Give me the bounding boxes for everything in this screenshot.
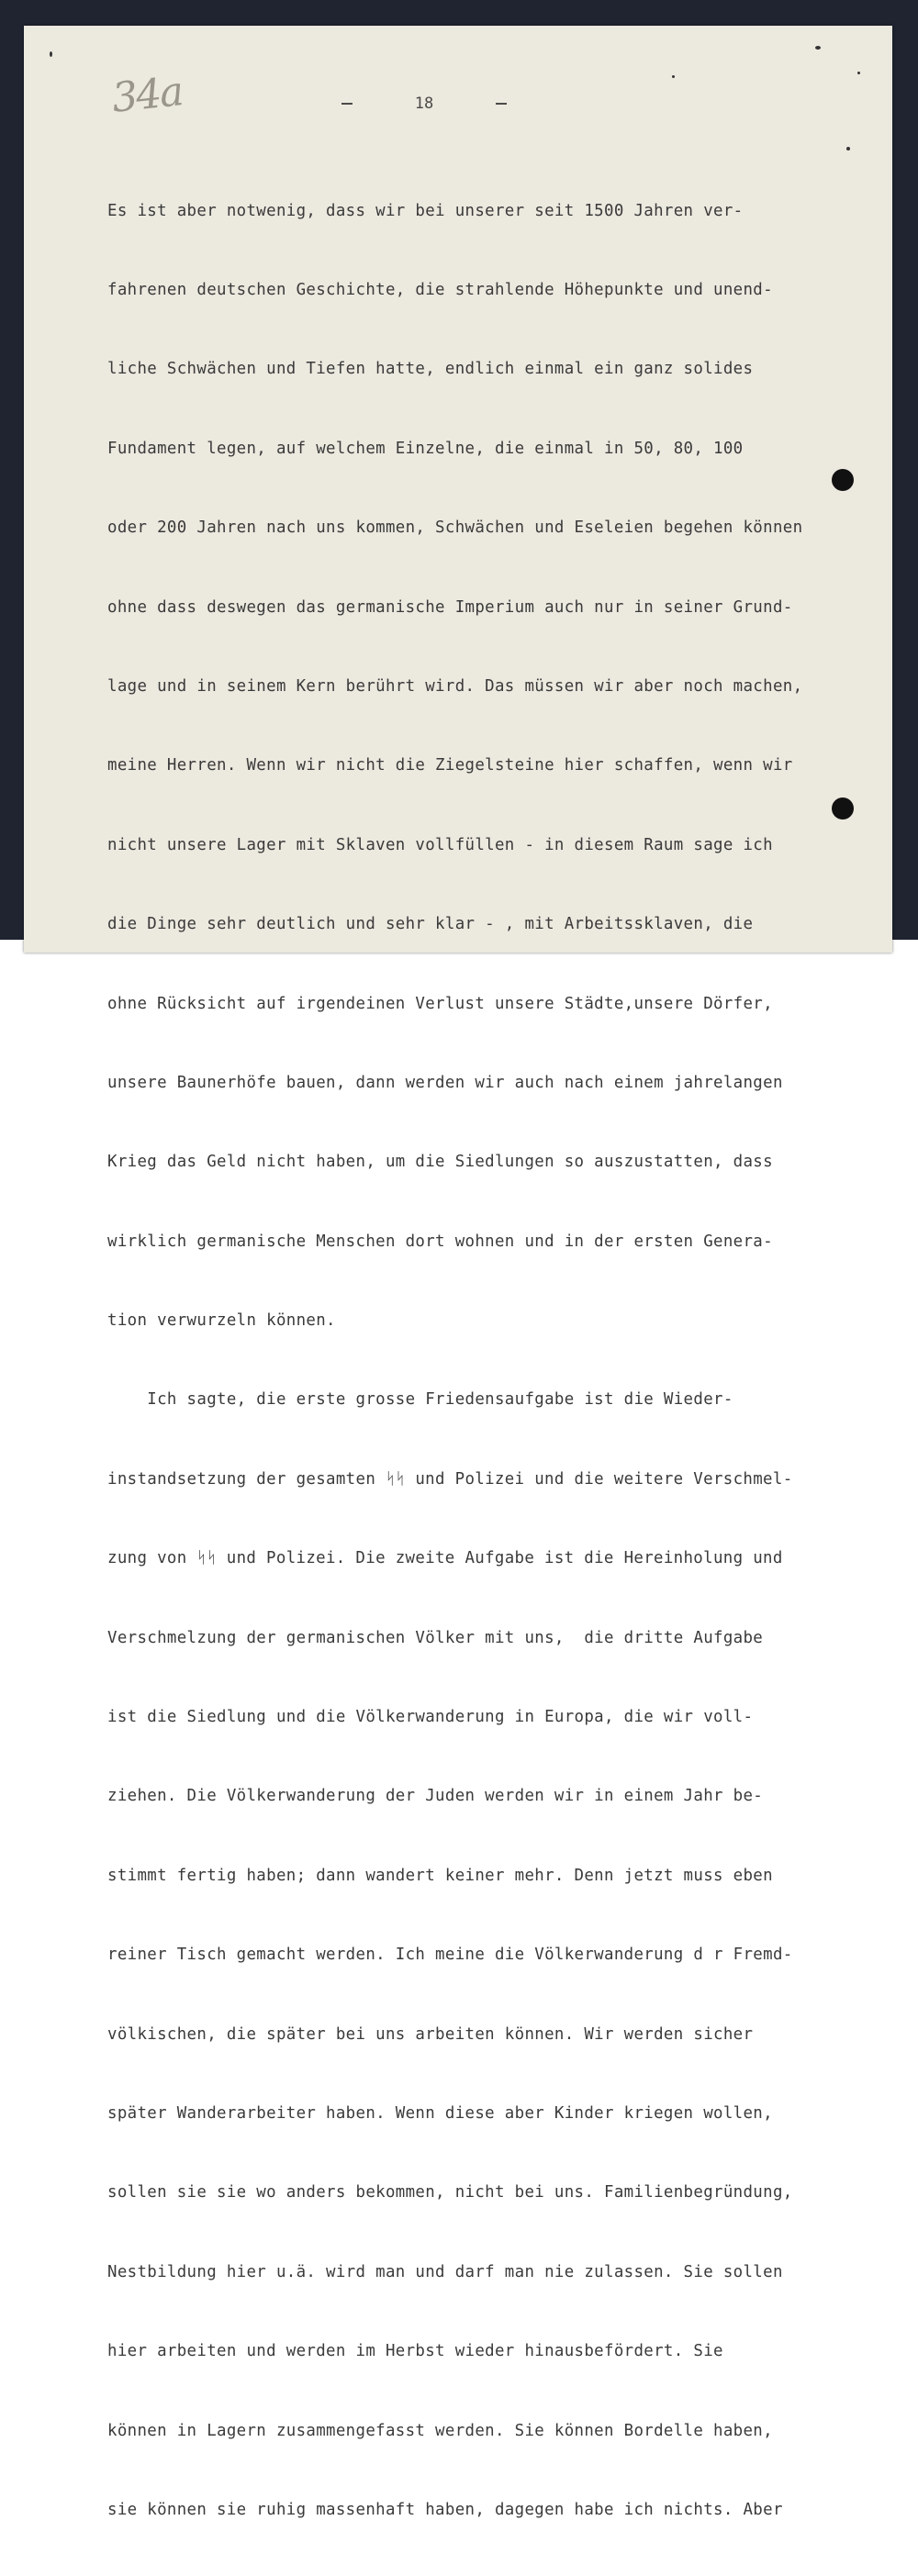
text-line: sollen sie sie wo anders bekommen, nicht bei uns. Familienbegründung, [107, 2183, 793, 2202]
text-line: ohne Rücksicht auf irgendeinen Verlust unsere Städte,unsere Dörfer, [107, 994, 773, 1013]
body-text [107, 145, 869, 2576]
text-line: können in Lagern zusammengefasst werden. Sie können Bordelle haben, [107, 2421, 773, 2440]
text-line: reiner Tisch gemacht werden. Ich meine die Völkerwanderung d r Fremd- [107, 1946, 793, 1965]
handwritten-page-annotation: 34a [109, 68, 185, 122]
text-line: hier arbeiten und werden im Herbst wieder hinausbefördert. Sie [107, 2342, 723, 2361]
dash-right [496, 103, 507, 105]
text-line: sie können sie ruhig massenhaft haben, dagegen habe ich nichts. Aber [107, 2500, 783, 2519]
paper-speck [672, 75, 675, 78]
text-line: Es ist aber notwenig, dass wir bei unserer seit 1500 Jahren ver- [107, 201, 744, 220]
text-line: ohne dass deswegen das germanische Imperium auch nur in seiner Grund- [107, 597, 793, 617]
text-line: stimmt fertig haben; dann wandert keiner mehr. Denn jetzt muss eben [107, 1866, 773, 1885]
text-line: Nestbildung hier u.ä. wird man und darf man nie zulassen. Sie sollen [107, 2262, 783, 2281]
paper-speck [50, 51, 52, 57]
paper-speck [815, 46, 821, 50]
text-line: Krieg das Geld nicht haben, um die Siedlungen so auszustatten, dass [107, 1153, 773, 1172]
text-line: Verschmelzung der germanischen Völker mit uns, die dritte Aufgabe [107, 1628, 764, 1647]
text-line: tion verwurzeln können. [107, 1311, 336, 1331]
text-line: völkischen, die später bei uns arbeiten können. Wir werden sicher [107, 2024, 754, 2044]
text-line: nicht unsere Lager mit Sklaven vollfüllen - in diesem Raum sage ich [107, 835, 773, 854]
text-line: meine Herren. Wenn wir nicht die Ziegelsteine hier schaffen, wenn wir [107, 756, 793, 775]
text-line: lage und in seinem Kern berührt wird. Das müssen wir aber noch machen, [107, 676, 803, 696]
text-line: später Wanderarbeiter haben. Wenn diese aber Kinder kriegen wollen, [107, 2103, 773, 2123]
text-line: ist die Siedlung und die Völkerwanderung in Europa, die wir voll- [107, 1708, 754, 1727]
text-line: Ich sagte, die erste grosse Friedensaufgabe ist die Wieder- [107, 1390, 733, 1410]
punch-hole [832, 469, 854, 491]
text-line: unsere Baunerhöfe bauen, dann werden wir auch nach einem jahrelangen [107, 1073, 783, 1092]
text-line: die Dinge sehr deutlich und sehr klar - , mit Arbeitssklaven, die [107, 915, 754, 934]
text-line: instandsetzung der gesamten ᛋᛋ und Polizei und die weitere Verschmel- [107, 1469, 793, 1489]
page-number: 18 [414, 95, 434, 113]
text-line: zung von ᛋᛋ und Polizei. Die zweite Aufgabe ist die Hereinholung und [107, 1549, 783, 1568]
page-number-header [341, 95, 507, 113]
text-line: oder 200 Jahren nach uns kommen, Schwächen und Eseleien begehen können [107, 519, 803, 538]
text-line: wirklich germanische Menschen dort wohnen und in der ersten Genera- [107, 1232, 773, 1251]
text-line: ziehen. Die Völkerwanderung der Juden werden wir in einem Jahr be- [107, 1787, 764, 1806]
punch-hole [832, 797, 854, 820]
dash-left [341, 103, 353, 105]
text-line: fahrenen deutschen Geschichte, die strahlende Höhepunkte und unend- [107, 280, 773, 299]
text-line: Fundament legen, auf welchem Einzelne, die einmal in 50, 80, 100 [107, 439, 744, 458]
text-line: liche Schwächen und Tiefen hatte, endlich einmal ein ganz solides [107, 360, 754, 379]
paper-speck [857, 72, 860, 74]
